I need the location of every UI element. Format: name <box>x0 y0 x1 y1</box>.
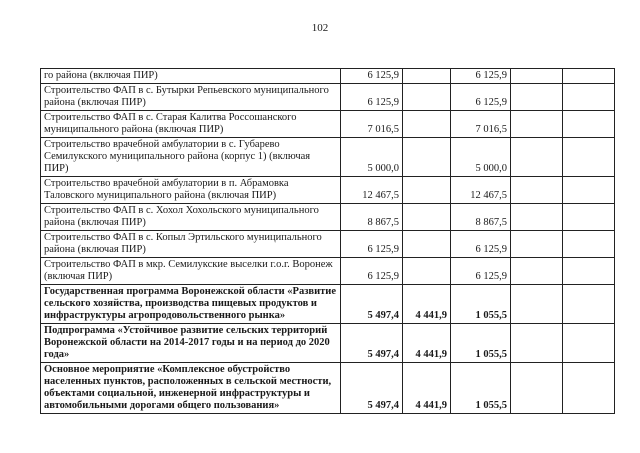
row-empty-cell <box>511 111 563 138</box>
row-empty-cell <box>563 363 615 414</box>
row-empty-cell <box>511 177 563 204</box>
table-row <box>41 231 615 258</box>
row-name-cell: го района (включая ПИР) <box>41 69 341 84</box>
row-name-cell: Строительство ФАП в с. Хохол Хохольского муниципального района (включая ПИР) <box>41 204 341 231</box>
table-row <box>41 258 615 285</box>
row-name-cell: Строительство ФАП в с. Старая Калитва Россошанского муниципального района (включая ПИР) <box>41 111 341 138</box>
row-federal-cell <box>403 138 451 177</box>
row-federal-cell <box>403 111 451 138</box>
row-regional-cell: 5 000,0 <box>451 138 511 177</box>
row-federal-cell <box>403 69 451 84</box>
row-empty-cell <box>511 69 563 84</box>
row-total-cell: 6 125,9 <box>341 69 403 84</box>
row-name-cell: Подпрограмма «Устойчивое развитие сельских территорий Воронежской области на 2014-2017 годы и на период до 2020 года» <box>41 324 341 363</box>
row-total-cell: 7 016,5 <box>341 111 403 138</box>
row-empty-cell <box>511 363 563 414</box>
page-number: 102 <box>311 22 329 34</box>
row-total-cell: 6 125,9 <box>341 231 403 258</box>
row-regional-cell: 1 055,5 <box>451 285 511 324</box>
table-row <box>41 138 615 177</box>
row-empty-cell <box>563 111 615 138</box>
row-federal-cell: 4 441,9 <box>403 285 451 324</box>
row-empty-cell <box>563 177 615 204</box>
row-total-cell: 8 867,5 <box>341 204 403 231</box>
row-empty-cell <box>511 138 563 177</box>
row-federal-cell <box>403 84 451 111</box>
row-regional-cell: 7 016,5 <box>451 111 511 138</box>
row-total-cell: 5 497,4 <box>341 324 403 363</box>
row-empty-cell <box>511 258 563 285</box>
row-federal-cell <box>403 258 451 285</box>
row-empty-cell <box>511 204 563 231</box>
row-name-cell: Строительство врачебной амбулатории в с. Губарево Семилукского муниципального района (корпус 1) (включая ПИР) <box>41 138 341 177</box>
row-regional-cell: 1 055,5 <box>451 363 511 414</box>
row-empty-cell <box>563 204 615 231</box>
row-federal-cell <box>403 177 451 204</box>
row-name-cell: Строительство ФАП в с. Бутырки Репьевского муниципального района (включая ПИР) <box>41 84 341 111</box>
row-regional-cell: 6 125,9 <box>451 258 511 285</box>
row-empty-cell <box>563 69 615 84</box>
table-row <box>41 363 615 414</box>
row-total-cell: 6 125,9 <box>341 84 403 111</box>
row-name-cell: Строительство врачебной амбулатории в п. Абрамовка Таловского муниципального района (включая ПИР) <box>41 177 341 204</box>
row-regional-cell: 6 125,9 <box>451 84 511 111</box>
row-federal-cell <box>403 204 451 231</box>
row-empty-cell <box>563 258 615 285</box>
table-row <box>41 324 615 363</box>
row-name-cell: Основное мероприятие «Комплексное обустройство населенных пунктов, расположенных в сельской местности, объектами социальной, инженерной инфраструктуры и автомобильными дорогами общего пользования» <box>41 363 341 414</box>
row-empty-cell <box>563 324 615 363</box>
budget-table-body <box>41 69 615 414</box>
table-row <box>41 69 615 84</box>
row-empty-cell <box>511 231 563 258</box>
table-row <box>41 285 615 324</box>
row-name-cell: Строительство ФАП в мкр. Семилукские выселки г.о.г. Воронеж (включая ПИР) <box>41 258 341 285</box>
row-total-cell: 5 497,4 <box>341 285 403 324</box>
table-row <box>41 111 615 138</box>
row-federal-cell: 4 441,9 <box>403 324 451 363</box>
row-total-cell: 6 125,9 <box>341 258 403 285</box>
row-total-cell: 5 000,0 <box>341 138 403 177</box>
row-total-cell: 12 467,5 <box>341 177 403 204</box>
row-name-cell: Строительство ФАП в с. Копыл Эртильского муниципального района (включая ПИР) <box>41 231 341 258</box>
row-empty-cell <box>563 285 615 324</box>
row-regional-cell: 12 467,5 <box>451 177 511 204</box>
row-empty-cell <box>563 138 615 177</box>
row-regional-cell: 1 055,5 <box>451 324 511 363</box>
row-empty-cell <box>563 84 615 111</box>
row-regional-cell: 6 125,9 <box>451 231 511 258</box>
row-empty-cell <box>511 324 563 363</box>
row-regional-cell: 6 125,9 <box>451 69 511 84</box>
table-row <box>41 177 615 204</box>
row-empty-cell <box>511 285 563 324</box>
row-empty-cell <box>563 231 615 258</box>
table-row <box>41 204 615 231</box>
table-row <box>41 84 615 111</box>
budget-table <box>40 68 615 414</box>
row-regional-cell: 8 867,5 <box>451 204 511 231</box>
row-name-cell: Государственная программа Воронежской области «Развитие сельского хозяйства, производства пищевых продуктов и инфраструктуры агропродовольственного рынка» <box>41 285 341 324</box>
row-empty-cell <box>511 84 563 111</box>
row-federal-cell: 4 441,9 <box>403 363 451 414</box>
row-total-cell: 5 497,4 <box>341 363 403 414</box>
row-federal-cell <box>403 231 451 258</box>
